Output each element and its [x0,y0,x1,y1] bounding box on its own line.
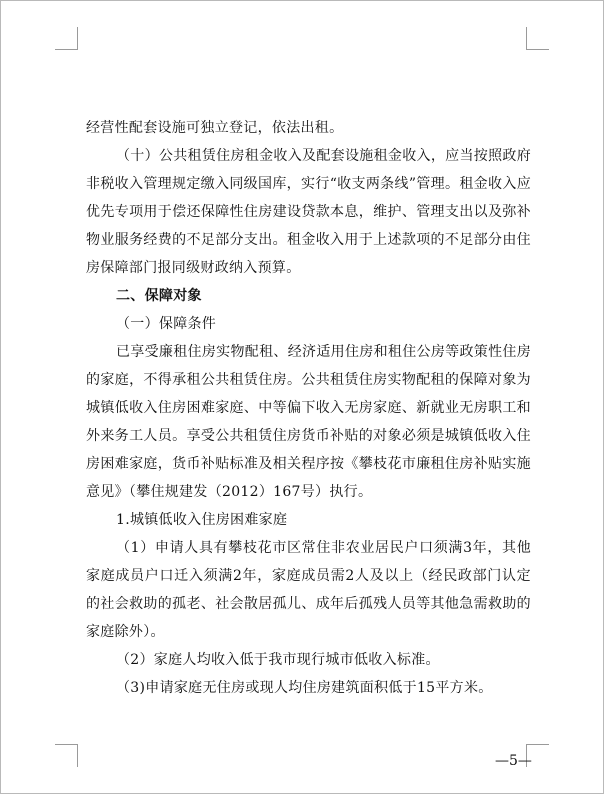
crop-mark-top-right [526,27,549,50]
paragraph-rent-income: （十）公共租赁住房租金收入及配套设施租金收入，应当按照政府非税收入管理规定缴入同级国库，实行“收支两条线”管理。租金收入应优先专项用于偿还保障性住房建设贷款本息，维护、管理支出以及弥补物业服务经费的不足部分支出。租金收入用于上述款项的不足部分由住房保障部门报同级财政纳入预算。 [86,148,531,276]
condition-item-3: （3)申请家庭无住房或现人均住房建筑面积低于15平方米。 [116,680,493,696]
item-heading-low-income: 1.城镇低收入住房困难家庭 [116,512,288,528]
condition-item-1: （1）申请人具有攀枝花市区常住非农业居民户口须满3年，其他家庭成员户口迁入须满2年，家庭成员需2人及以上（经民政部门认定的社会救助的孤老、社会散居孤儿、成年后孤残人员等其他急需救助的家庭除外）。 [86,540,531,640]
paragraph-eligibility: 已享受廉租住房实物配租、经济适用住房和租住公房等政策性住房的家庭，不得承租公共租赁住房。公共租赁住房实物配租的保障对象为城镇低收入住房困难家庭、中等偏下收入无房家庭、新就业无房职工和外来务工人员。享受公共租赁住房货币补贴的对象必须是城镇低收入住房困难家庭，货币补贴标准及相关程序按《攀枝花市廉租住房补贴实施意见》（攀住规建发（2012）167号）执行。 [86,344,531,500]
paragraph-continuation: 经营性配套设施可独立登记，依法出租。 [86,120,344,136]
page-number: —5— [495,753,532,769]
condition-item-2: （2）家庭人均收入低于我市现行城市低收入标准。 [116,652,440,668]
subsection-heading-conditions: （一）保障条件 [116,316,217,332]
crop-mark-top-left [55,27,78,50]
section-heading-protected-objects: 二、保障对象 [116,288,202,304]
document-body [86,114,531,702]
crop-mark-bottom-left [55,744,78,767]
